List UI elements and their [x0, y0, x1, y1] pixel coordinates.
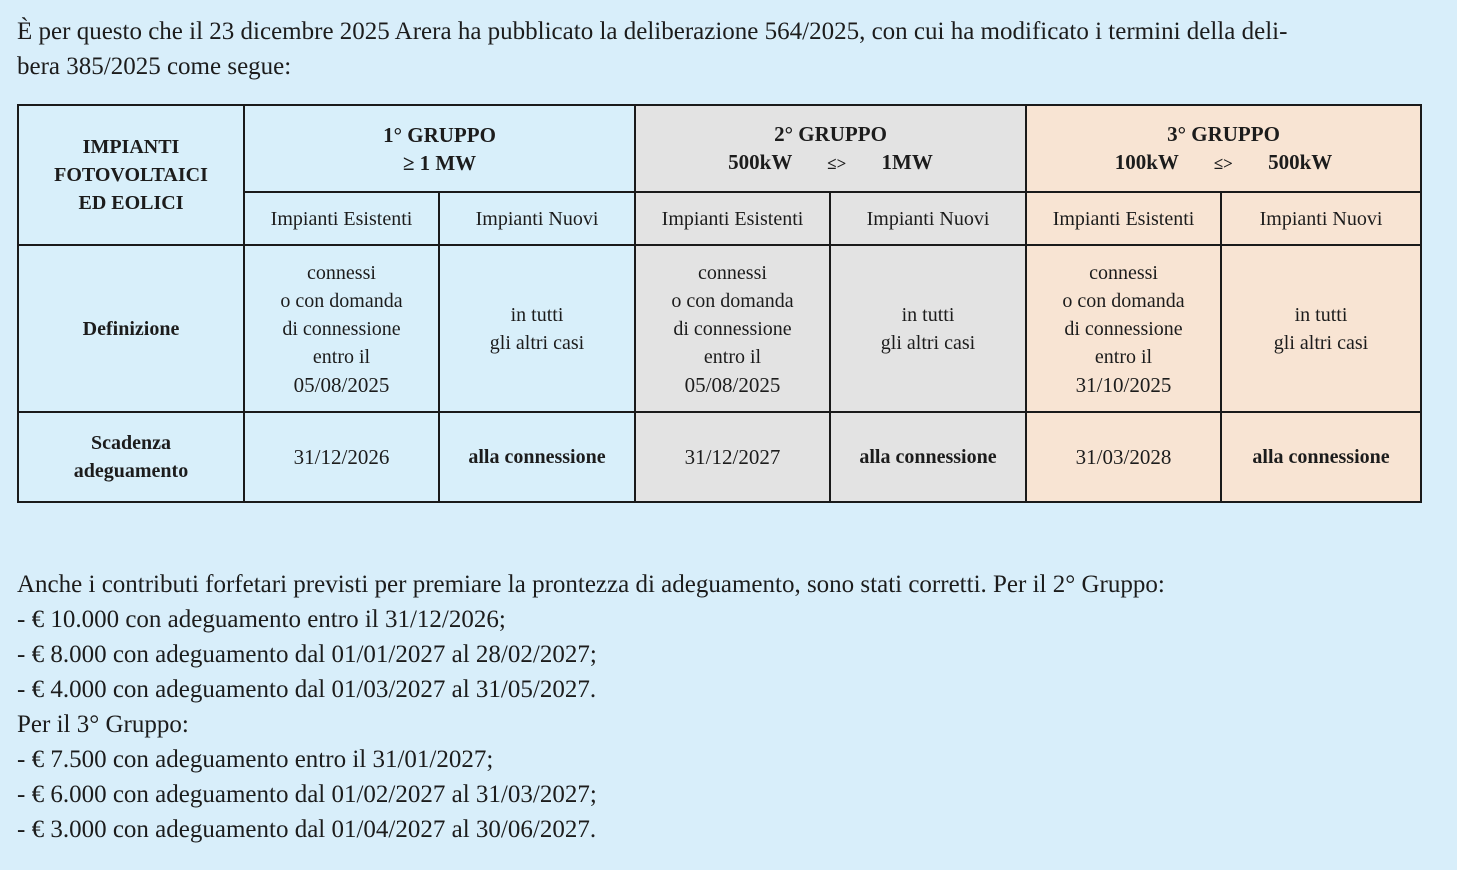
intro-line: bera 385/2025 come segue:: [17, 53, 292, 80]
deadline-existing: 31/03/2028: [1026, 412, 1221, 502]
definition-line: di connessione: [1064, 317, 1183, 340]
group-3-range: [1027, 148, 1420, 178]
definition-line: gli altri casi: [1273, 331, 1369, 354]
group-2-title: 2° GRUPPO: [774, 121, 887, 146]
range-symbol: ≤>: [827, 153, 847, 173]
definition-line: connessi: [1089, 261, 1158, 284]
row-label-definition: Definizione: [18, 245, 244, 412]
group-3-header: [1026, 105, 1421, 192]
list-item: - € 3.000 con adeguamento dal 01/04/2027 al 30/06/2027.: [17, 816, 597, 843]
definition-line: entro il: [312, 345, 371, 368]
corner-header-line: FOTOVOLTAICI: [54, 164, 208, 186]
definition-line: o con domanda: [671, 289, 794, 312]
deadline-existing: 31/12/2026: [244, 412, 439, 502]
definition-line: entro il: [703, 345, 762, 368]
list-item: - € 8.000 con adeguamento dal 01/01/2027 al 28/02/2027;: [17, 641, 597, 668]
deadline-new: alla connessione: [1221, 412, 1421, 502]
corner-header: [18, 105, 244, 245]
definition-new: [1221, 245, 1421, 412]
row-label-line: Scadenza: [91, 432, 171, 454]
subheader-existing: Impianti Esistenti: [635, 192, 830, 245]
definition-line: gli altri casi: [880, 331, 976, 354]
contributions-lead: Anche i contributi forfetari previsti per premiare la prontezza di adeguamento, sono stati corretti. Per il 2° Gruppo:: [17, 571, 1165, 598]
definition-date: 05/08/2025: [293, 372, 390, 397]
group-3-title: 3° GRUPPO: [1167, 121, 1280, 146]
definition-line: in tutti: [1294, 303, 1348, 326]
subheader-new: Impianti Nuovi: [830, 192, 1026, 245]
deadline-new: alla connessione: [439, 412, 635, 502]
definition-new: [439, 245, 635, 412]
list-item: - € 10.000 con adeguamento entro il 31/12/2026;: [17, 606, 506, 633]
group-1-range-left: ≥ 1 MW: [402, 150, 477, 175]
subheader-new: Impianti Nuovi: [1221, 192, 1421, 245]
definition-existing: [244, 245, 439, 412]
definition-line: di connessione: [282, 317, 401, 340]
subheader-existing: Impianti Esistenti: [1026, 192, 1221, 245]
definition-existing: [635, 245, 830, 412]
definition-line: in tutti: [510, 303, 564, 326]
definition-line: in tutti: [901, 303, 955, 326]
corner-header-line: IMPIANTI: [82, 136, 180, 158]
range-symbol: ≤>: [1213, 153, 1233, 173]
group-1-title: 1° GRUPPO: [383, 122, 496, 147]
list-item: - € 7.500 con adeguamento entro il 31/01/2027;: [17, 746, 494, 773]
subheader-new: Impianti Nuovi: [439, 192, 635, 245]
row-label-line: adeguamento: [73, 460, 189, 482]
definition-line: di connessione: [673, 317, 792, 340]
definition-line: o con domanda: [1062, 289, 1185, 312]
definition-line: entro il: [1094, 345, 1153, 368]
deadline-existing: 31/12/2027: [635, 412, 830, 502]
group-2-range: [636, 148, 1025, 178]
definition-existing: [1026, 245, 1221, 412]
row-label-deadline: [18, 412, 244, 502]
intro-paragraph: [17, 14, 1417, 84]
group-2-range-right: 1MW: [881, 149, 933, 174]
definition-line: o con domanda: [280, 289, 403, 312]
plants-table: [17, 104, 1422, 503]
definition-line: connessi: [307, 261, 376, 284]
definition-new: [830, 245, 1026, 412]
definition-date: 31/10/2025: [1075, 372, 1172, 397]
definition-line: gli altri casi: [489, 331, 585, 354]
definition-line: connessi: [698, 261, 767, 284]
intro-line: È per questo che il 23 dicembre 2025 Arera ha pubblicato la deliberazione 564/2025, con cui ha modificato i termini della deli-: [17, 18, 1288, 45]
group-3-heading: Per il 3° Gruppo:: [17, 711, 189, 738]
group-1-range: [245, 149, 634, 177]
group-2-header: [635, 105, 1026, 192]
subheader-existing: Impianti Esistenti: [244, 192, 439, 245]
list-item: - € 6.000 con adeguamento dal 01/02/2027 al 31/03/2027;: [17, 781, 597, 808]
contributions-paragraph: [17, 567, 1437, 847]
definition-date: 05/08/2025: [684, 372, 781, 397]
group-1-header: [244, 105, 635, 192]
group-3-range-right: 500kW: [1268, 149, 1333, 174]
corner-header-line: ED EOLICI: [78, 192, 184, 214]
group-3-range-left: 100kW: [1114, 149, 1179, 174]
list-item: - € 4.000 con adeguamento dal 01/03/2027 al 31/05/2027.: [17, 676, 597, 703]
deadline-new: alla connessione: [830, 412, 1026, 502]
group-2-range-left: 500kW: [728, 149, 792, 174]
